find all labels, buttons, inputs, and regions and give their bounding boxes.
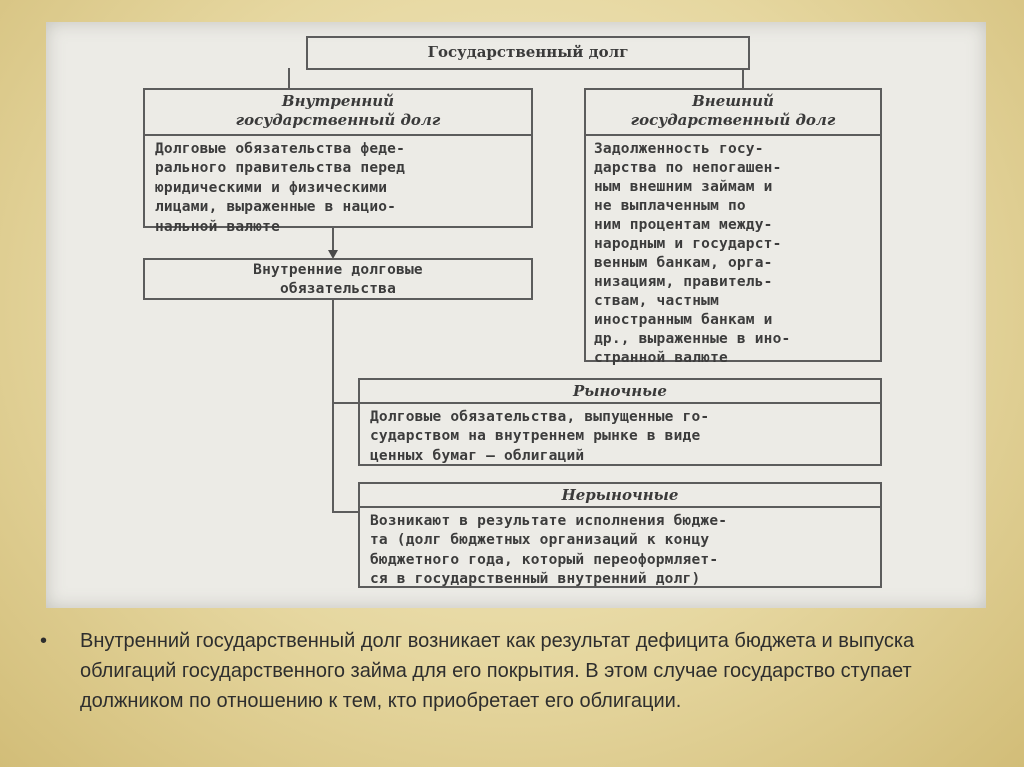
non-market-box <box>358 482 882 588</box>
connector-root-to-internal <box>288 68 290 90</box>
root-box <box>306 36 750 70</box>
external-debt-title: Внешний государственный долг <box>586 90 880 136</box>
internal-debt-title: Внутренний государственный долг <box>145 90 531 136</box>
internal-obligations-title: Внутренние долговые обязательства <box>253 262 423 298</box>
diagram-scan <box>46 22 986 608</box>
non-market-description: Возникают в результате исполнения бюдже- та (долг бюджетных организаций к концу бюджетного года, который переоформляет- ся в государственный внутренний долг) <box>370 513 728 588</box>
connector-trunk <box>332 299 334 513</box>
external-debt-description: Задолженность госу- дарства по непогашен- ным внешним займам и не выплаченным по ним процентам между- народным и государст- венным банкам, орга- низациям, правитель- ствам, частным иностранным банкам и др., выраженные в ино- странной валюте <box>594 141 791 366</box>
connector-to-market <box>332 402 360 404</box>
caption-bullet: • <box>40 630 48 652</box>
internal-debt-box <box>143 88 533 235</box>
root-title: Государственный долг <box>427 43 629 61</box>
internal-debt-description: Долговые обязательства феде- рального правительства перед юридическими и физическими лицами, выраженные в нацио- нальной валюте <box>155 141 406 235</box>
connector-to-non-market <box>332 511 360 513</box>
connector-root-to-external <box>742 68 744 90</box>
non-market-title: Нерыночные <box>360 484 880 508</box>
market-box <box>358 378 882 466</box>
internal-obligations-box <box>143 258 533 300</box>
market-description: Долговые обязательства, выпущенные го- сударством на внутреннем рынке в виде ценных бумаг — облигаций <box>370 409 710 464</box>
market-title: Рыночные <box>360 380 880 404</box>
external-debt-box <box>584 88 882 366</box>
caption-text: Внутренний государственный долг возникает как результат дефицита бюджета и выпуска облигаций государственного займа для его покрытия. В этом случае государство ступает должником по отношению к тем, кто приобретает его облигации. <box>80 630 915 712</box>
